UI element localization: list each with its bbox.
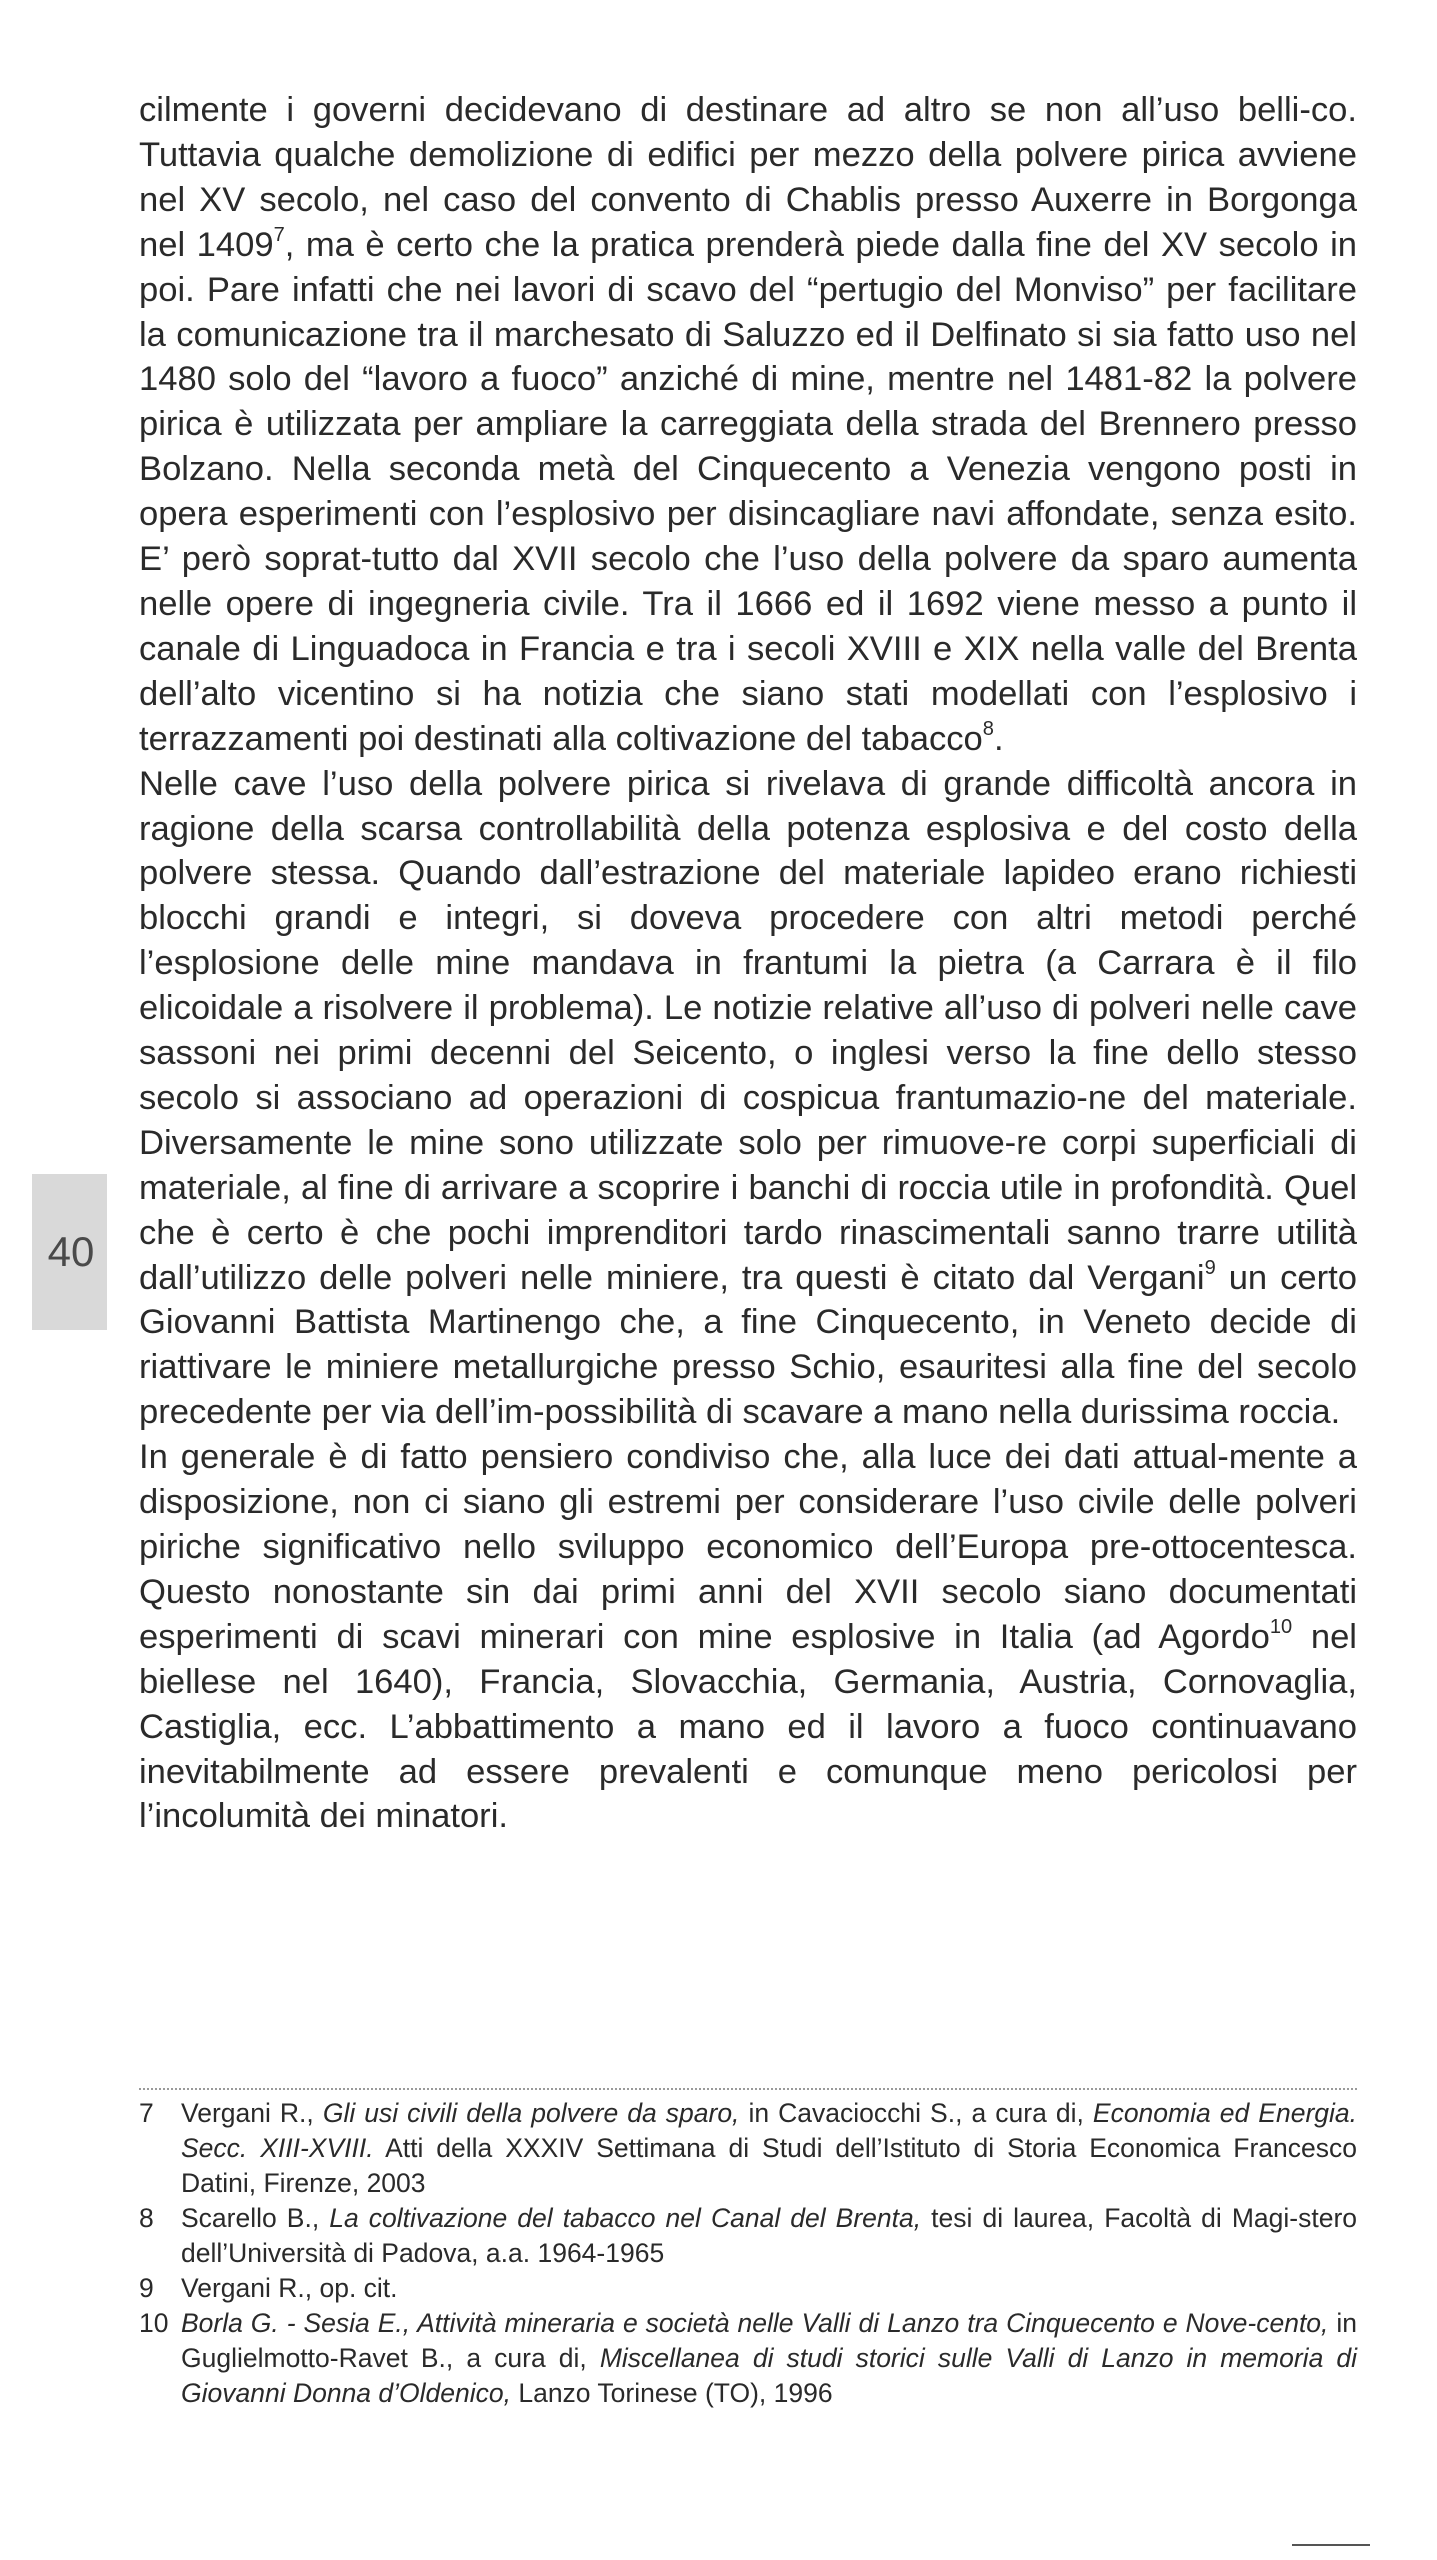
paragraph-1 [139,88,1357,762]
paragraph-text: , ma è certo che la pratica prenderà piede dalla fine del XV secolo in poi. Pare infatti che nei lavori di scavo del “pertugio del Monviso” per facilitare la comunicazione tra il marchesato di Saluzzo ed il Delfinato si sia fatto uso nel 1480 solo del “lavoro a fuoco” anziché di mine, mentre nel 1481-82 la polvere pirica è utilizzata per ampliare la carreggiata della strada del Brennero presso Bolzano. Nella seconda metà del Cinquecento a Venezia vengono posti in opera esperimenti con l’esplosivo per disincagliare navi affondate, senza esito. E’ però soprat-tutto dal XVII secolo che l’uso della polvere da sparo aumenta nelle opere di ingegneria civile. Tra il 1666 ed il 1692 viene messo a punto il canale di Linguadoca in Francia e tra i secoli XVIII e XIX nella valle del Brenta dell’alto vicentino si ha notizia che siano stati modellati con l’esplosivo i terrazzamenti poi destinati alla coltivazione del tabacco [139,225,1357,758]
footnote-7 [139,2096,1357,2201]
paragraph-2 [139,762,1357,1436]
footnote-italic-run: Miscellanea di studi storici sulle Valli di Lanzo in memoria di Giovanni Donna d’Oldenico, [181,2343,1357,2408]
footnote-number: 7 [139,2098,154,2128]
footnote-text [181,2273,398,2303]
footnotes [139,2096,1357,2411]
footnote-9 [139,2271,1357,2306]
footnote-text [181,2203,1357,2268]
paragraph-text: Nelle cave l’uso della polvere pirica si rivelava di grande difficoltà ancora in ragione della scarsa controllabilità della potenza esplosiva e del costo della polvere stessa. Quando dall’estrazione del materiale lapideo erano richiesti blocchi grandi e integri, si doveva procedere con altri metodi perché l’esplosione delle mine mandava in frantumi la pietra (a Carrara è il filo elicoidale a risolvere il problema). Le notizie relative all’uso di polveri nelle cave sassoni nei primi decenni del Seicento, o inglesi verso la fine dello stesso secolo si associano ad operazioni di cospicua frantumazio-ne del materiale. Diversamente le mine sono utilizzate solo per rimuove-re corpi superficiali di materiale, al fine di arrivare a scoprire i banchi di roccia utile in profondità. Quel che è certo è che pochi imprenditori tardo rinascimentali sanno trarre utilità dall’utilizzo delle polveri nelle miniere, tra questi è citato dal Vergani [139,764,1357,1297]
footnote-run: Vergani R., [181,2098,323,2128]
footnote-run: Vergani R., op. cit. [181,2273,398,2303]
body-text [139,88,1357,1839]
footnote-10 [139,2306,1357,2411]
paragraph-text: In generale è di fatto pensiero condiviso che, alla luce dei dati attual-mente a disposizione, non ci siano gli estremi per considerare l’uso civile delle polveri piriche significativo nello sviluppo economico dell’Europa pre-ottocentesca. Questo nonostante sin dai primi anni del XVII secolo siano documentati esperimenti di scavi minerari con mine esplosive in Italia (ad Agordo [139,1438,1357,1656]
footnote-number: 8 [139,2203,154,2233]
paragraph-text: . [993,719,1004,758]
footnote-run: Lanzo Torinese (TO), 1996 [510,2378,833,2408]
page-number: 40 [47,1228,95,1275]
footnote-run: Scarello B., [181,2203,330,2233]
footnote-ref-7: 7 [273,223,285,246]
footnote-italic-run: Borla G. - Sesia E., Attività mineraria e società nelle Valli di Lanzo tra Cinquecento e Nove-cento, [181,2308,1329,2338]
paragraph-text: un certo Giovanni Battista Martinengo che, a fine Cinquecento, in Veneto decide di riattivare le miniere metallurgiche presso Schio, esauritesi alla fine del secolo precedente per via dell’im-possibilità di scavare a mano nella durissima roccia. [139,1258,1357,1432]
footnote-text [181,2098,1357,2198]
corner-rule [1292,2544,1370,2546]
paragraph-text: nel biellese nel 1640), Francia, Slovacchia, Germania, Austria, Cornovaglia, Castiglia, ecc. L’abbattimento a mano ed il lavoro a fuoco continuavano inevitabilmente ad essere prevalenti e comunque meno pericolosi per l’incolumità dei minatori. [139,1617,1357,1836]
footnote-separator [139,2088,1357,2090]
footnote-8 [139,2201,1357,2271]
footnote-ref-8: 8 [982,717,994,740]
footnote-italic-run: Gli usi civili della polvere da sparo, [322,2098,740,2128]
footnote-italic-run: Economia ed Energia. Secc. XIII-XVIII. [181,2098,1357,2163]
footnote-run: Atti della XXXIV Settimana di Studi dell’Istituto di Storia Economica Francesco Datini, Firenze, 2003 [181,2133,1357,2198]
footnote-ref-10: 10 [1269,1615,1293,1638]
paragraph-3 [139,1435,1357,1839]
footnote-number: 10 [139,2308,169,2338]
footnote-ref-9: 9 [1204,1256,1216,1279]
footnote-text [181,2308,1357,2408]
footnote-run: tesi di laurea, Facoltà di Magi-stero dell’Università di Padova, a.a. 1964-1965 [181,2203,1358,2268]
footnote-run: in Guglielmotto-Ravet B., a cura di, [181,2308,1357,2373]
footnote-number: 9 [139,2273,154,2303]
paragraph-text: cilmente i governi decidevano di destinare ad altro se non all’uso belli-co. Tuttavia qualche demolizione di edifici per mezzo della polvere pirica avviene nel XV secolo, nel caso del convento di Chablis presso Auxerre in Borgonga nel 1409 [139,91,1357,264]
footnote-italic-run: La coltivazione del tabacco nel Canal del Brenta, [329,2203,922,2233]
footnote-run: in Cavaciocchi S., a cura di, [739,2098,1093,2128]
